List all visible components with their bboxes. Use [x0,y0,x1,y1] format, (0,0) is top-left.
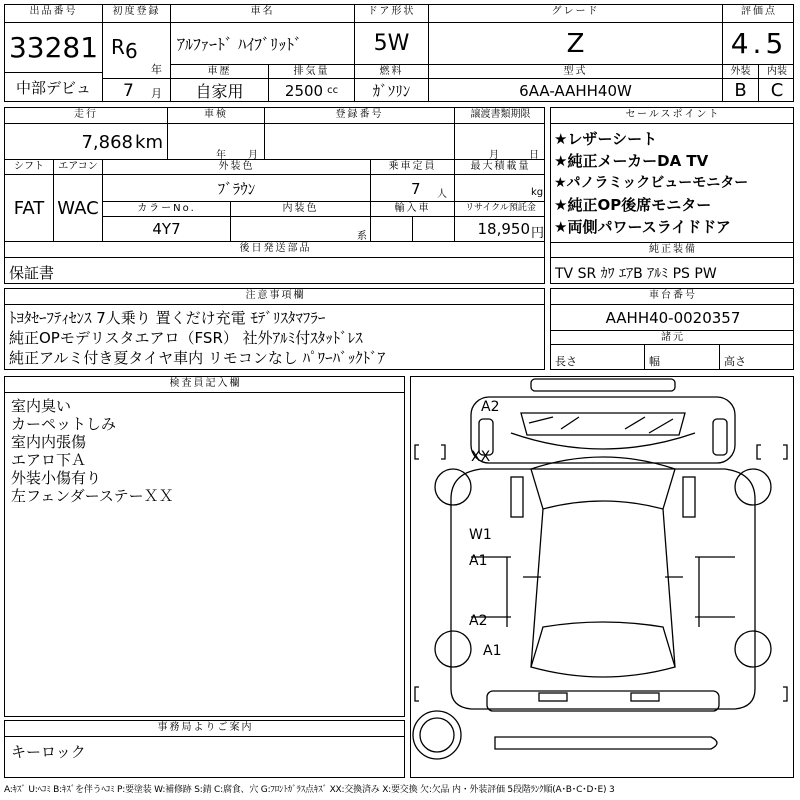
lot-number: 33281 [5,23,103,73]
inspection-year-unit: 年 [216,150,226,160]
color-no-value: 4Y7 [103,217,231,242]
first-reg-year-unit: 年 [151,63,162,76]
inspector-line: エアロ下Ａ [11,451,87,469]
selling-point: ★純正メーカーDA TV [554,152,709,170]
recycle-value: 18,950 [477,220,530,238]
ac-label: エアコン [54,160,103,175]
int-color-unit: 系 [357,231,367,242]
notes-lines [9,308,385,368]
displacement-unit: cc [327,85,339,96]
import-cell-a [371,217,413,242]
selling-points-box [550,107,794,284]
inspector-line: カーペットしみ [11,415,117,433]
max-load-cell [455,175,545,202]
mileage-label: 走行 [5,108,168,124]
dims-length-label: 長さ [555,355,577,368]
first-reg-year-cell [103,23,171,79]
chassis-value: AAHH40-0020357 [551,305,794,331]
roof-rails [531,509,675,667]
ac-value: WAC [54,175,103,242]
max-load-label: 最大積載量 [455,160,545,175]
capacity-unit: 人 [437,189,447,200]
right-headlight [713,419,727,455]
dims-width-cell [645,345,720,370]
first-reg-month-unit: 月 [151,87,162,100]
import-label: 輸入車 [371,202,455,217]
transfer-day-unit: 日 [529,150,539,160]
inspector-box [4,376,405,717]
notes-box [4,288,545,370]
equipment-label: 純正装備 [551,242,794,258]
mark-a2-top: A2 [481,399,500,415]
windshield-upper [521,413,685,435]
history-label: 車歴 [171,65,269,79]
legend: A:ｷｽﾞ U:ﾍｺﾐ B:ｷｽﾞを伴うﾍｺﾐ P:要塗装 W:補修跡 S:錆 C:腐食、穴 G:ﾌﾛﾝﾄｶﾞﾗｽ点ｷｽﾞ XX:交換済み X:要交換 欠:欠品 内・外装評価 5段階ﾗﾝｸ順(A･B･C･D･E) 3 [4,785,615,795]
selling-point: ★パノラミックビューモニター [554,175,749,191]
selling-point: ★レザーシート [554,130,658,148]
car-name-label: 車名 [171,5,355,23]
transfer-month-unit: 月 [489,150,499,160]
dims-width-label: 幅 [649,355,660,368]
max-load-unit: kg [531,187,544,198]
inspector-line: 室内内張傷 [11,433,87,451]
rear-right-bracket [783,687,787,701]
header-box [4,4,794,102]
transfer-label: 譲渡書類期限 [455,108,545,124]
capacity-cell [371,175,455,202]
grade-value: Z [429,23,723,65]
inspector-label: 検査員記入欄 [5,377,405,393]
later-parts-value: 保証書 [9,264,55,282]
right-a-pillar [683,477,695,517]
dims-height-label: 高さ [724,355,746,368]
rear-lamp-left [539,693,567,701]
rear-left-bracket [415,687,419,701]
fuel-value: ｶﾞｿﾘﾝ [355,79,429,102]
lot-sub: 中部デビュ [5,73,103,102]
door-value: 5W [355,23,429,65]
note-line: 純正OPモデリスタエアロ（FSR） 社外ｱﾙﾐ付ｽﾀｯﾄﾞﾚｽ [9,329,363,347]
rear-bumper [487,691,719,711]
int-color-label: 内装色 [231,202,371,217]
import-cell-b [413,217,455,242]
selling-points-list [554,128,748,238]
dims-label: 諸元 [551,331,794,345]
door-label: ドア形状 [355,5,429,23]
mark-a1-lower: A1 [483,643,502,659]
capacity-label: 乗車定員 [371,160,455,175]
inspector-line: 外装小傷有り [11,469,102,487]
wheel-rear-left [435,631,471,667]
mark-xx: XX [471,449,491,465]
mark-w1: W1 [469,527,492,543]
capacity-value: 7 [411,180,421,198]
rear-lamp-right [631,693,659,701]
windshield [531,457,675,509]
model-label: 型式 [429,65,723,79]
lot-label: 出品番号 [5,5,103,23]
rear-window [531,622,675,677]
detail-box [4,107,545,284]
recycle-unit: 円 [530,226,544,241]
left-mirror-bracket [415,445,445,459]
selling-point: ★純正OP後席モニター [554,196,712,214]
car-name: ｱﾙﾌｧｰﾄﾞ ﾊｲﾌﾞﾘｯﾄﾞ [171,23,355,65]
inspection-month-unit: 月 [248,150,258,160]
car-diagram-box [410,376,794,778]
equipment-value: TV SR ｶﾜ ｴｱB ｱﾙﾐ PS PW [555,266,717,282]
door-lines [471,557,735,617]
wiper-lines [529,417,673,433]
int-rating-label: 内装 [759,65,794,79]
wheel-rear-right [735,631,771,667]
dims-height-cell [720,345,794,370]
spare-wheel-inner [420,718,454,752]
transfer-cell [455,124,545,160]
first-reg-month: 7 [123,81,134,101]
first-reg-era: R [111,35,125,59]
inspector-line: 室内臭い [11,397,72,415]
int-rating: C [770,80,784,101]
int-color-cell [231,217,371,242]
first-reg-month-cell [103,79,171,102]
note-line: ﾄﾖﾀｾｰﾌﾃｨｾﾝｽ 7人乗り 置くだけ充電 ﾓﾃﾞﾘｽﾀﾏﾌﾗｰ [9,309,326,327]
inspector-lines [11,397,174,505]
shift-value: FAT [5,175,54,242]
pillar-lines [507,557,699,627]
first-reg-label: 初度登録 [103,5,171,23]
displacement-value: 2500 [284,81,324,100]
history-value: 自家用 [171,79,269,102]
car-diagram [411,377,794,778]
inspection-label: 車検 [168,108,265,124]
mileage-cell [5,124,168,160]
inspector-line: 左フェンダーステーＸＸ [11,487,174,505]
chassis-box [550,288,794,370]
recycle-cell [455,217,545,242]
left-a-pillar [511,477,523,517]
lower-sill [495,737,717,749]
selling-point: ★両側パワースライドドア [554,218,731,236]
note-line: 純正アルミ付き夏タイヤ車内 リモコンなし ﾊﾟﾜｰﾊﾞｯｸﾄﾞｱ [9,349,386,367]
office-label: 事務局よりご案内 [5,721,405,737]
displacement-cell [269,79,355,102]
chassis-label: 車台番号 [551,289,794,305]
right-mirror-bracket [757,445,787,459]
office-box [4,720,405,778]
ext-rating: B [723,79,759,102]
mark-a2-lower: A2 [469,613,488,629]
inspection-cell [168,124,265,160]
reg-no-cell [265,124,455,160]
ext-color-label: 外装色 [103,160,371,175]
mileage-value: 7,868 [81,132,133,153]
dims-length-cell [551,345,645,370]
mark-a1-upper: A1 [469,553,488,569]
body-outline [451,469,755,709]
shift-label: シフト [5,160,54,175]
later-parts-label: 後日発送部品 [5,242,545,258]
grade-label: グレード [429,5,723,23]
front-bumper-strip [531,379,675,391]
recycle-label: リサイクル預託金 [455,202,545,217]
hood-outline [471,397,735,463]
notes-label: 注意事項欄 [5,289,545,305]
color-no-label: カラーNo. [103,202,231,217]
ext-color-value: ﾌﾞﾗｳﾝ [103,175,371,202]
office-value: キーロック [11,743,86,761]
fuel-label: 燃料 [355,65,429,79]
displacement-label: 排気量 [269,65,355,79]
selling-points-label: セールスポイント [551,108,794,124]
model-value: 6AA-AAHH40W [429,79,723,102]
first-reg-year: 6 [125,39,138,63]
mileage-unit: km [135,132,163,153]
rating-label: 評価点 [723,5,794,23]
rating-value: 4.5 [723,23,794,65]
ext-rating-label: 外装 [723,65,759,79]
reg-no-label: 登録番号 [265,108,455,124]
